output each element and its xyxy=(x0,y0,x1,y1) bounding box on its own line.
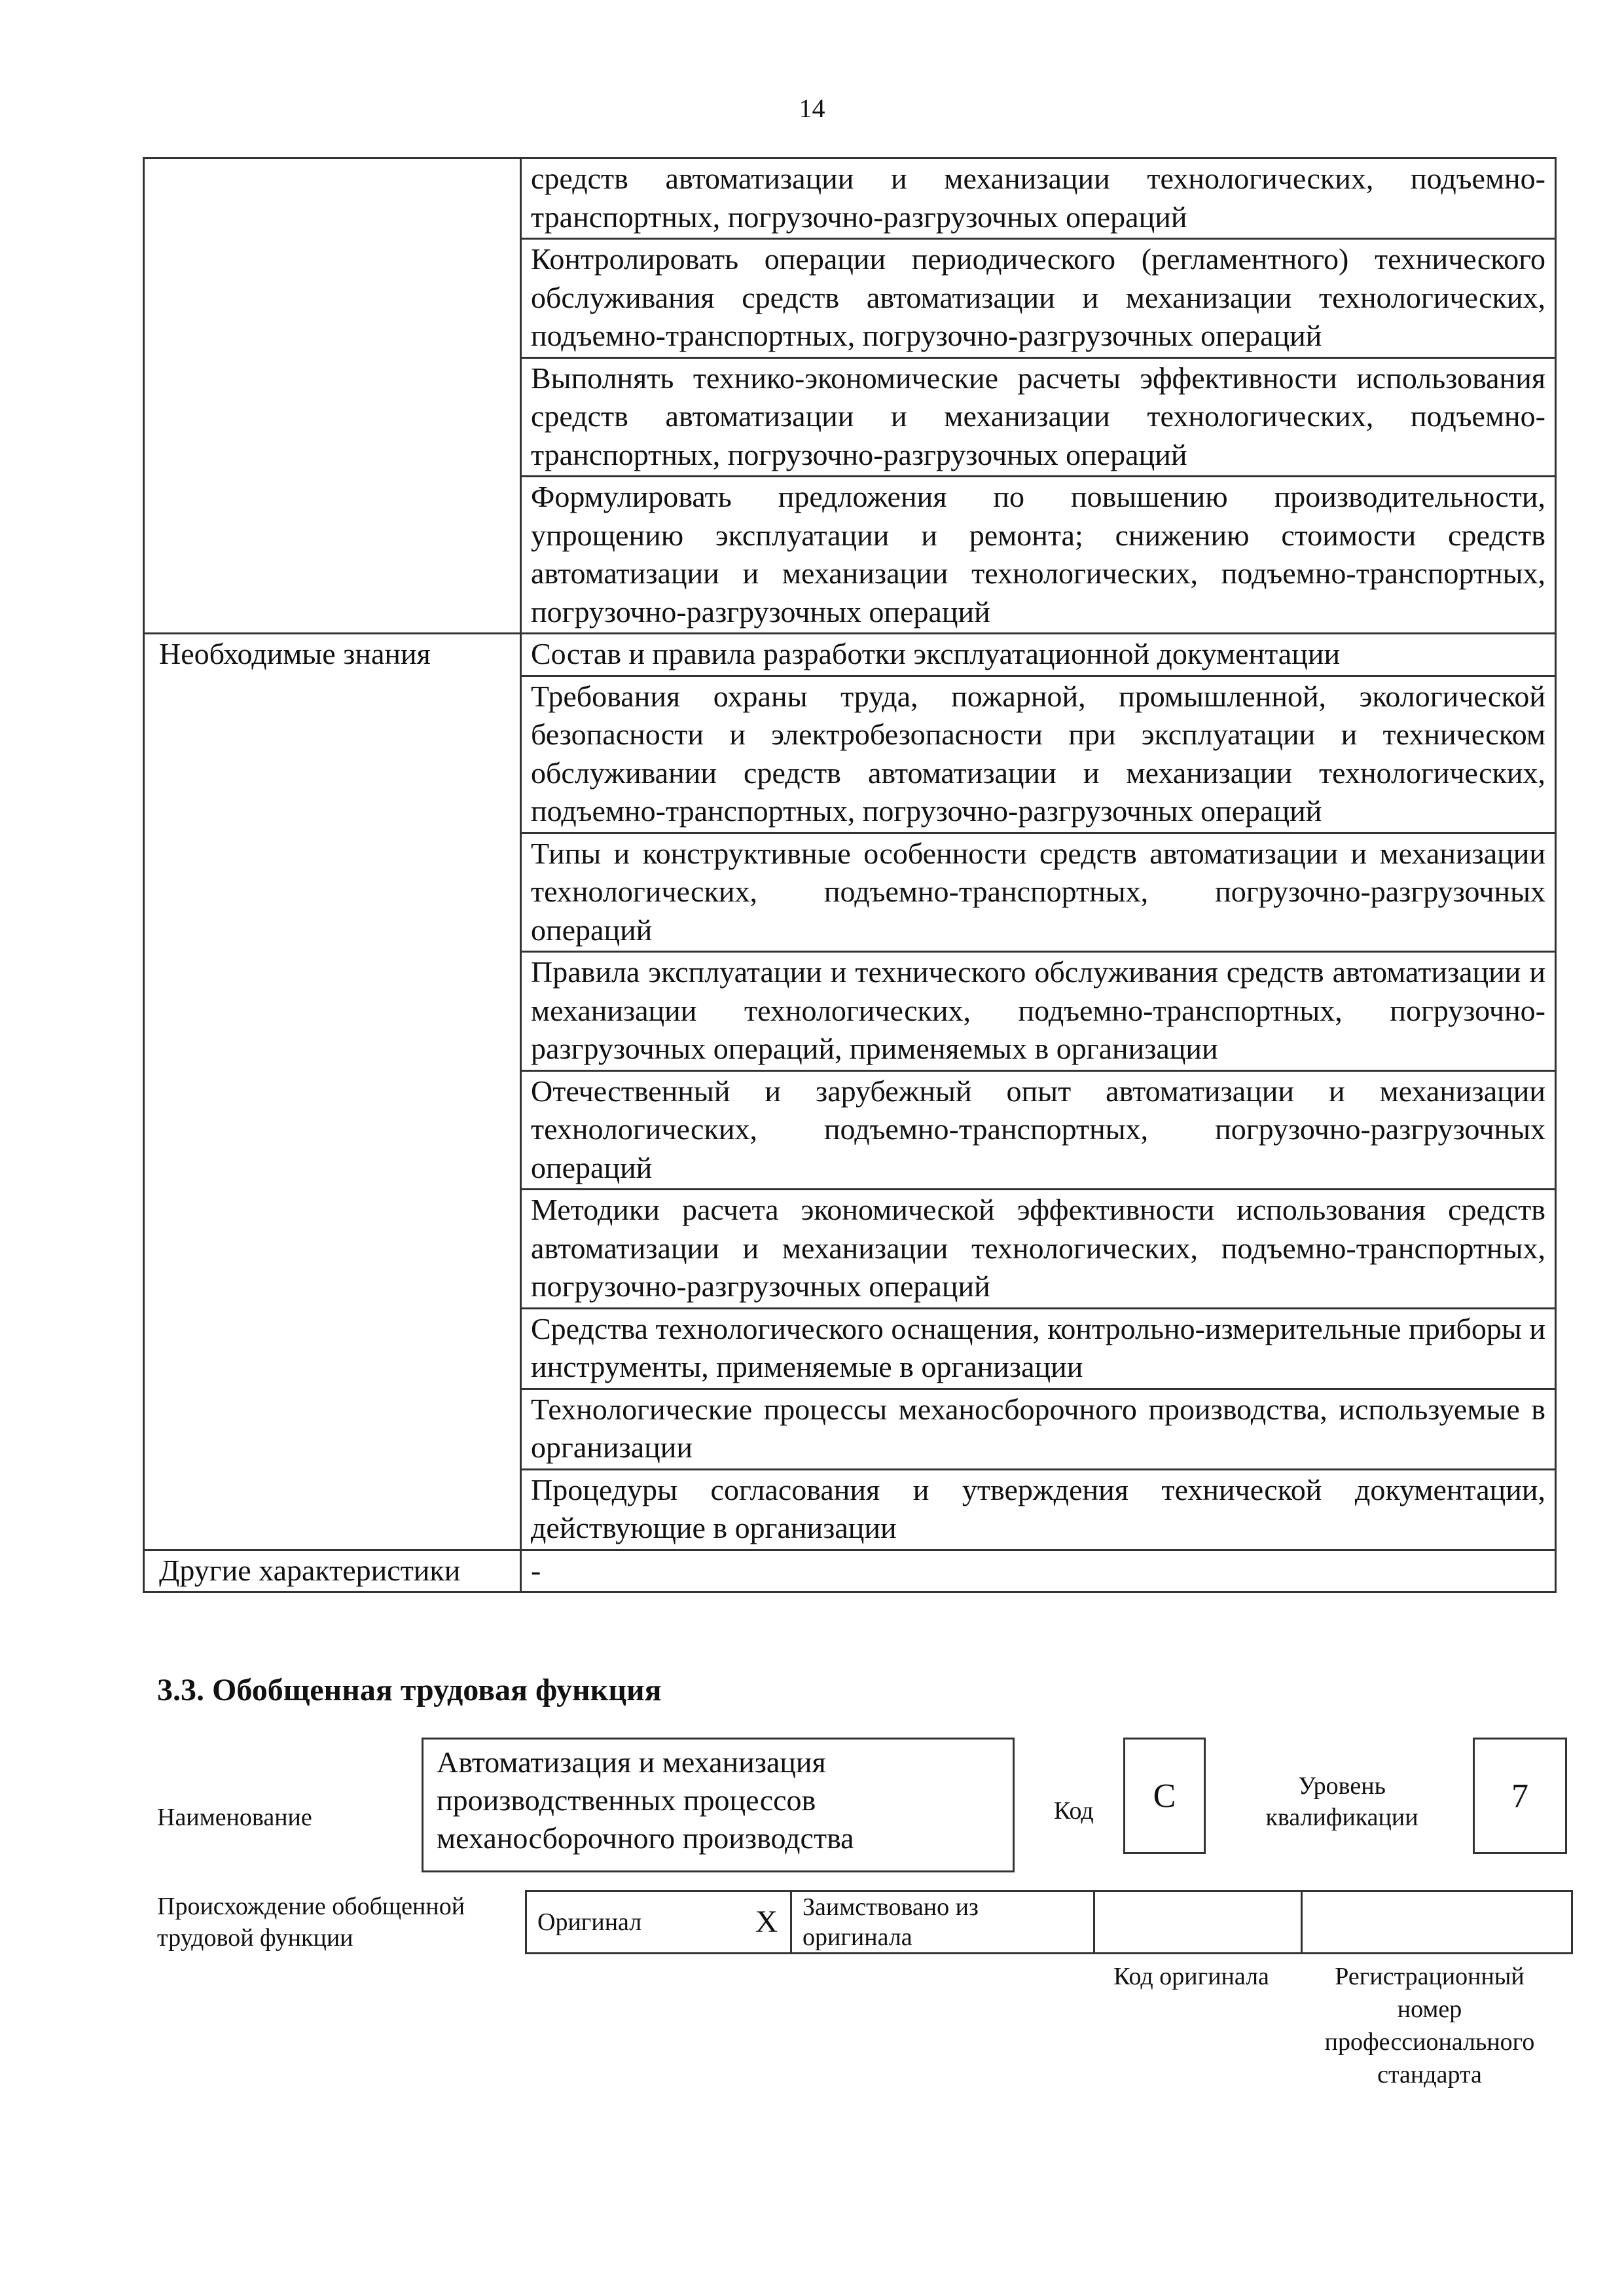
original-mark: X xyxy=(743,1891,791,1954)
table-cell: средств автоматизации и механизации технологических, подъемно-транспортных, погрузочно-разгрузочных операций xyxy=(521,158,1556,239)
table-cell: Методики расчета экономической эффективности использования средств автоматизации и механизации технологических, подъемно-транспортных, погрузочно-разгрузочных операций xyxy=(521,1190,1556,1309)
table-row xyxy=(144,158,1556,239)
table-cell: Отечественный и зарубежный опыт автоматизации и механизации технологических, подъемно-транспортных, погрузочно-разгрузочных операций xyxy=(521,1070,1556,1190)
table-cell: Требования охраны труда, пожарной, промышленной, экологической безопасности и электробезопасности при эксплуатации и техническом обслуживании средств автоматизации и механизации технологических, подъемно-транспортных, погрузочно-разгрузочных операций xyxy=(521,676,1556,833)
row-label xyxy=(144,158,521,634)
borrowed-label xyxy=(791,1891,1094,1954)
caption-line: Регистрационный xyxy=(1335,1963,1525,1990)
borrowed-label-line: Заимствовано из xyxy=(803,1893,979,1921)
table-cell: Правила эксплуатации и технического обслуживания средств автоматизации и механизации технологических, подъемно-транспортных, погрузочно-разгрузочных операций, применяемых в организации xyxy=(521,952,1556,1071)
table-cell: Типы и конструктивные особенности средств автоматизации и механизации технологических, подъемно-транспортных, погрузочно-разгрузочных операций xyxy=(521,833,1556,952)
original-code-cell xyxy=(1094,1891,1302,1954)
origin-label-line: трудовой функции xyxy=(157,1924,353,1952)
table-cell: Выполнять технико-экономические расчеты эффективности использования средств автоматизации и механизации технологических, подъемно-транспортных, погрузочно-разгрузочных операций xyxy=(521,357,1556,477)
code-label: Код xyxy=(1054,1797,1094,1825)
origin-label-line: Происхождение обобщенной xyxy=(157,1893,465,1920)
table-cell: Состав и правила разработки эксплуатационной документации xyxy=(521,634,1556,676)
table-cell: Средства технологического оснащения, контрольно-измерительные приборы и инструменты, применяемые в организации xyxy=(521,1308,1556,1389)
table-cell: Формулировать предложения по повышению производительности, упрощению эксплуатации и ремонта; снижению стоимости средств автоматизации и механизации технологических, подъемно-транспортных, погрузочно-разгрузочных операций xyxy=(521,477,1556,634)
table-cell: - xyxy=(521,1550,1556,1592)
code-value-box: C xyxy=(1123,1738,1206,1854)
caption-line: номер xyxy=(1397,1995,1462,2023)
registration-number-caption xyxy=(1299,1960,1561,2091)
origin-label xyxy=(157,1891,465,1954)
row-label-required-knowledge: Необходимые знания xyxy=(144,634,521,1550)
section-title: 3.3. Обобщенная трудовая функция xyxy=(157,1673,662,1707)
table-cell: Технологические процессы механосборочного производства, используемые в организации xyxy=(521,1389,1556,1469)
level-label-line: квалификации xyxy=(1265,1804,1418,1831)
caption-line: стандарта xyxy=(1377,2061,1482,2088)
table-row xyxy=(526,1891,1572,1954)
page-number: 14 xyxy=(799,94,825,123)
registration-number-cell xyxy=(1302,1891,1572,1954)
row-label-other-characteristics: Другие характеристики xyxy=(144,1550,521,1592)
name-label: Наименование xyxy=(157,1804,312,1831)
competency-table xyxy=(143,157,1557,1593)
name-value-box: Автоматизация и механизация производственных процессов механосборочного производства xyxy=(422,1738,1015,1872)
table-cell: Контролировать операции периодического (регламентного) технического обслуживания средств автоматизации и механизации технологических, подъемно-транспортных, погрузочно-разгрузочных операций xyxy=(521,239,1556,358)
borrowed-label-line: оригинала xyxy=(803,1923,912,1951)
original-label: Оригинал xyxy=(526,1891,744,1954)
origin-table xyxy=(525,1890,1573,1954)
level-value-box: 7 xyxy=(1473,1738,1567,1854)
table-row xyxy=(144,1550,1556,1592)
table-row xyxy=(144,634,1556,676)
level-label-line: Уровень xyxy=(1298,1772,1386,1800)
level-label xyxy=(1244,1770,1440,1833)
table-cell: Процедуры согласования и утверждения технической документации, действующие в организации xyxy=(521,1469,1556,1550)
original-code-caption: Код оригинала xyxy=(1113,1963,1269,1990)
caption-line: профессионального xyxy=(1324,2028,1535,2056)
